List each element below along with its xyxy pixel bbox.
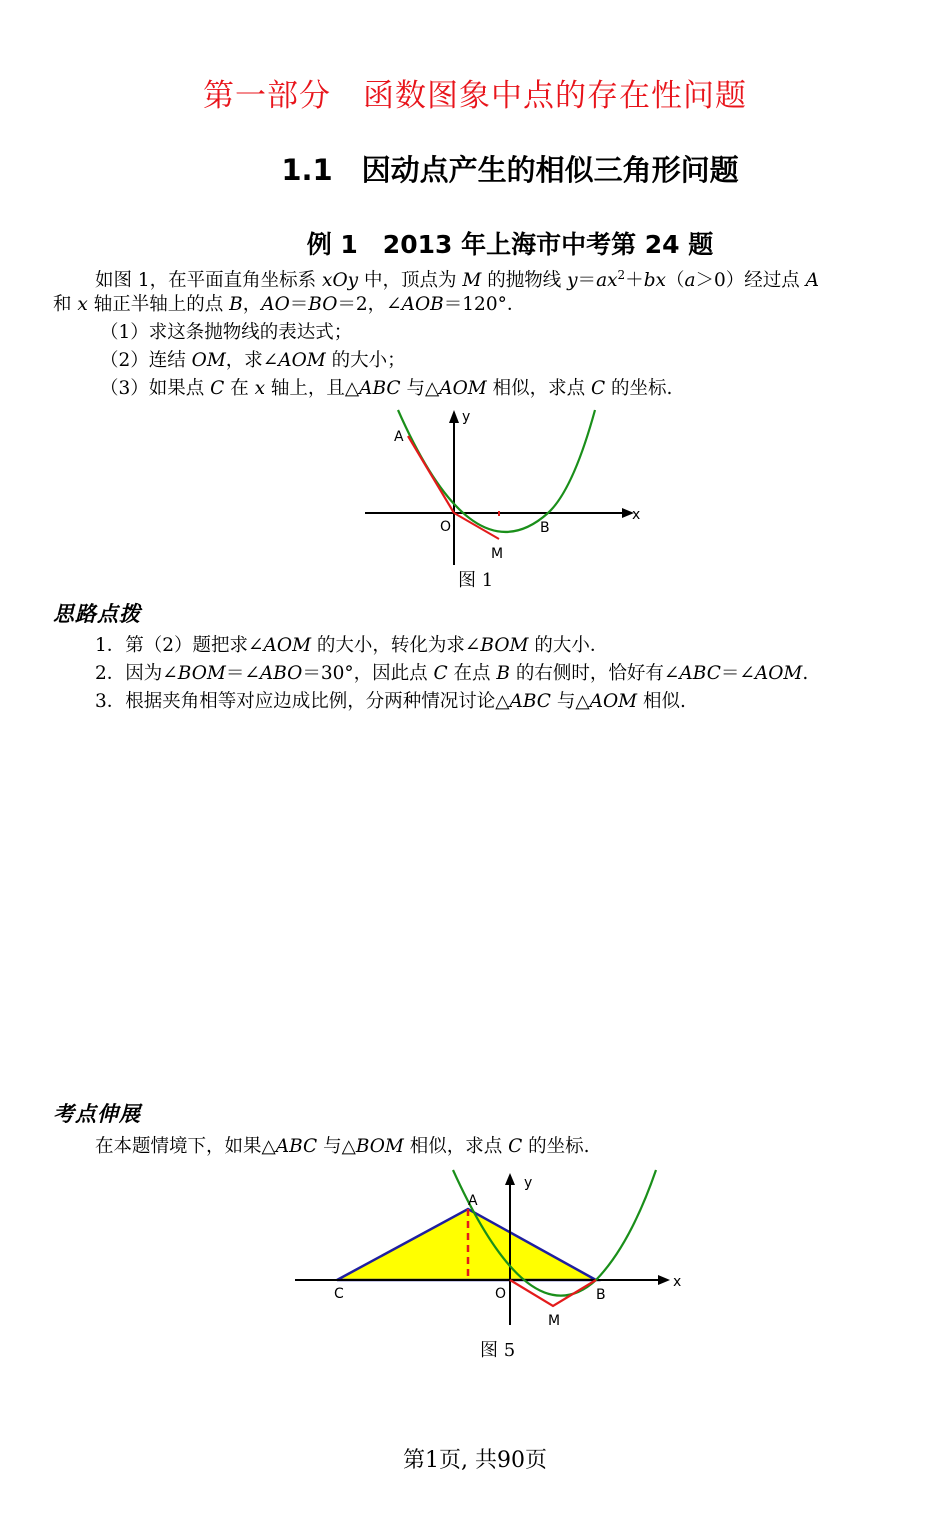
hint-2: 2．因为∠BOM＝∠ABO＝30°，因此点 C 在点 B 的右侧时，恰好有∠ABC＝∠AOM. [95,663,809,684]
x-axis-arrow [658,1275,670,1285]
extension-heading: 考点伸展 [53,1102,141,1126]
label-B: B [596,1287,606,1303]
figure-1 [360,405,650,570]
segment-AO [408,436,454,513]
label-O: O [440,519,452,535]
section-title: 1.1 因动点产生的相似三角形问题 [281,153,739,187]
label-A: A [468,1193,478,1209]
label-M: M [491,546,504,562]
label-A: A [394,429,404,445]
y-axis-arrow [505,1173,515,1185]
question-3: （3）如果点 C 在 x 轴上，且△ABC 与△AOM 相似，求点 C 的坐标. [100,378,673,399]
example-title: 例 1 2013 年上海市中考第 24 题 [306,230,714,259]
problem-line-1: 如图 1，在平面直角坐标系 xOy 中，顶点为 M 的抛物线 $y=ax^2+bx(a>0)$经过点 A [95,268,820,292]
extension-text: 在本题情境下，如果△ABC 与△BOM 相似，求点 C 的坐标. [95,1136,590,1157]
question-2: （2）连结 OM，求∠AOM 的大小； [100,350,406,371]
problem-line-2: 和 x 轴正半轴上的点 B，AO＝BO＝2，∠AOB＝120°． [53,294,526,315]
page-footer: 第1页, 共90页 [403,1448,547,1473]
hint-1: 1．第（2）题把求∠AOM 的大小，转化为求∠BOM 的大小． [95,635,609,656]
hint-3: 3．根据夹角相等对应边成比例，分两种情况讨论△ABC 与△AOM 相似. [95,691,686,712]
label-C: C [334,1286,344,1302]
label-M: M [548,1313,561,1329]
figure-5 [290,1165,690,1335]
label-x: x [673,1274,682,1290]
label-B: B [540,520,550,536]
label-y: y [524,1175,533,1191]
triangle-ABC [337,1209,596,1280]
part-title: 第一部分 函数图象中点的存在性问题 [203,78,747,114]
figure-5-caption: 图 5 [480,1340,516,1361]
figure-1-caption: 图 1 [458,570,494,591]
question-1: （1）求这条抛物线的表达式； [100,322,353,343]
triangle-BOM [510,1280,596,1306]
segment-OM [454,513,499,539]
label-y: y [462,409,471,425]
label-x: x [632,507,641,523]
label-O: O [495,1286,507,1302]
hints-heading: 思路点拨 [53,602,141,626]
y-axis-arrow [449,410,459,423]
